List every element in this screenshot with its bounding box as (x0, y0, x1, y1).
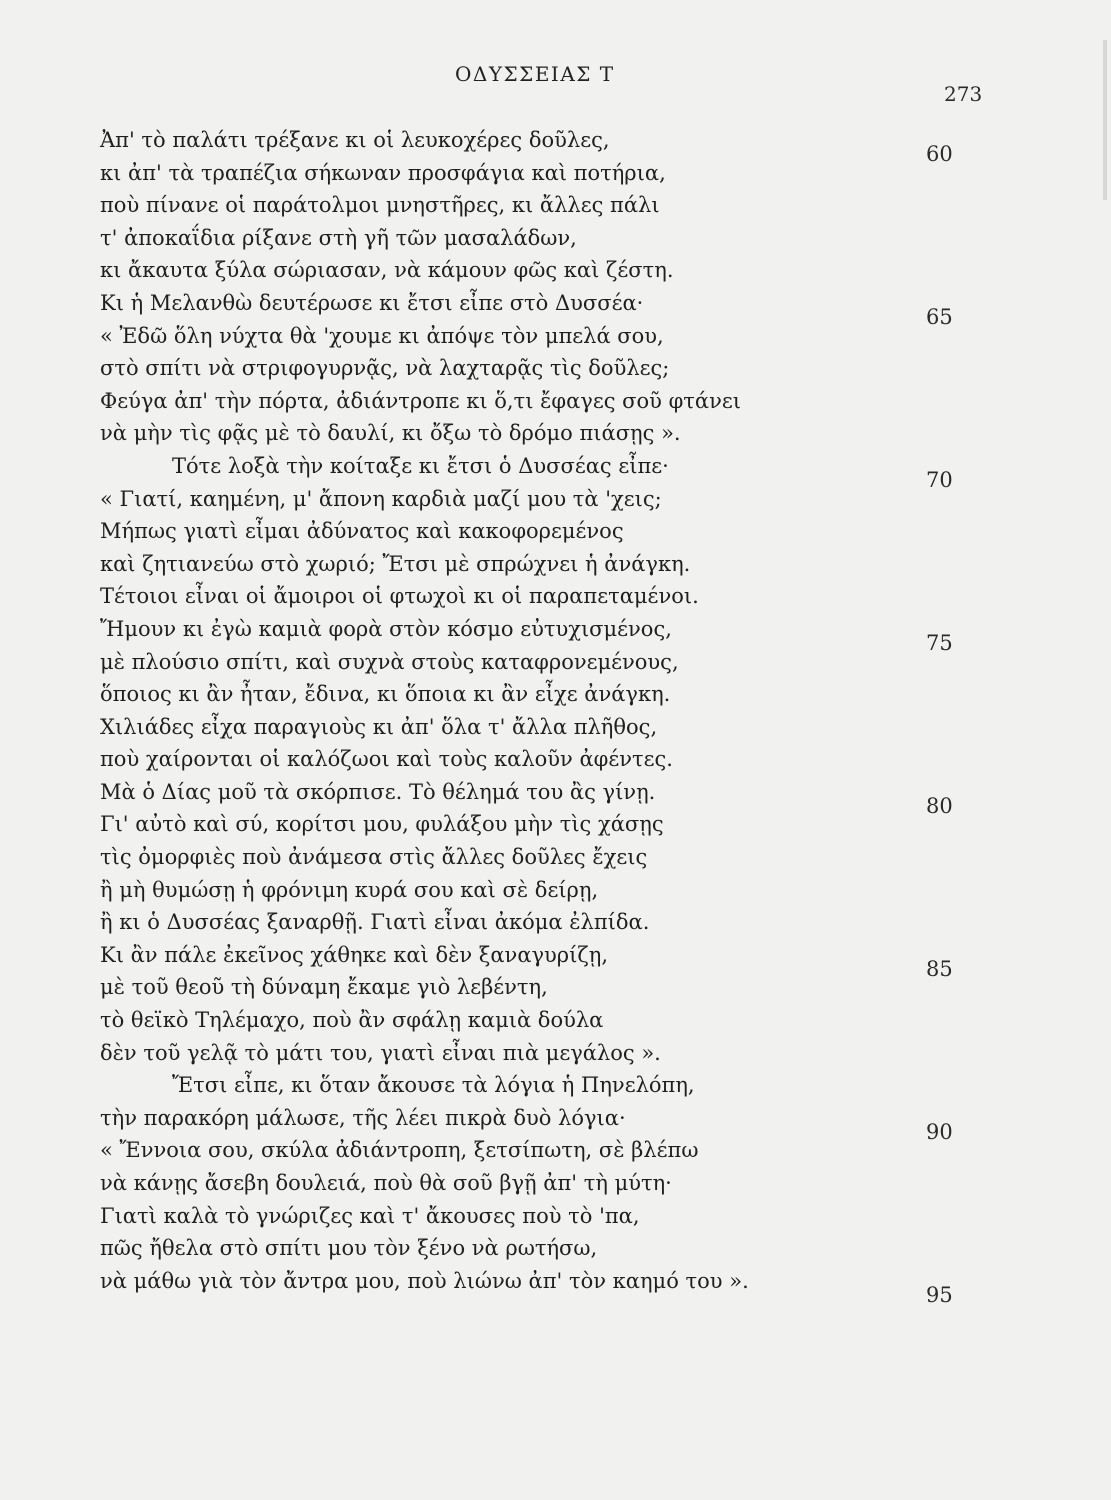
line-number: 80 (926, 793, 953, 818)
verse-text: Ἀπ' τὸ παλάτι τρέξανε κι οἱ λευκοχέρες δοῦλες, (100, 128, 610, 152)
verse-text: στὸ σπίτι νὰ στριφογυρνᾷς, νὰ λαχταρᾷς τὶς δοῦλες; (100, 356, 670, 381)
verse-text: τὴν παρακόρη μάλωσε, τῆς λέει πικρὰ δυὸ λόγια· (100, 1105, 626, 1130)
verse-line (100, 776, 1000, 818)
line-number: 90 (926, 1119, 953, 1144)
page-header (0, 62, 1111, 106)
verse-text: τὶς ὀμορφιὲς ποὺ ἀνάμεσα στὶς ἄλλες δοῦλες ἔχεις (100, 845, 648, 870)
line-number: 95 (926, 1282, 953, 1307)
verse-line (100, 1004, 1000, 1037)
verse-line (100, 1167, 1000, 1200)
verse-block (100, 124, 1000, 1307)
verse-line (100, 841, 1000, 874)
verse-line (100, 189, 1000, 222)
verse-text: ἢ μὴ θυμώσῃ ἡ φρόνιμη κυρά σου καὶ σὲ δείρῃ, (100, 877, 599, 902)
verse-text: Κι ἡ Μελανθὼ δευτέρωσε κι ἔτσι εἶπε στὸ Δυσσέα· (100, 290, 644, 315)
verse-text: τὸ θεϊκὸ Τηλέμαχο, ποὺ ἂν σφάλῃ καμιὰ δούλα (100, 1008, 604, 1033)
verse-line (100, 808, 1000, 841)
verse-text: Τέτοιοι εἶναι οἱ ἄμοιροι οἱ φτωχοὶ κι οἱ παραπεταμένοι. (100, 584, 699, 609)
verse-text: νὰ μὴν τὶς φᾷς μὲ τὸ δαυλί, κι ὄξω τὸ δρόμο πιάσῃς ». (100, 421, 681, 446)
line-number: 75 (926, 630, 953, 655)
verse-text: μὲ τοῦ θεοῦ τὴ δύναμη ἔκαμε γιὸ λεβέντη, (100, 975, 548, 1000)
verse-line (100, 320, 1000, 353)
verse-line (100, 548, 1000, 581)
verse-text: νὰ μάθω γιὰ τὸν ἄντρα μου, ποὺ λιώνω ἀπ' τὸν καημό του ». (100, 1268, 749, 1293)
verse-text: Χιλιάδες εἶχα παραγιοὺς κι ἀπ' ὅλα τ' ἄλλα πλῆθος, (100, 714, 658, 739)
verse-text: Φεύγα ἀπ' τὴν πόρτα, ἀδιάντροπε κι ὅ,τι ἔφαγες σοῦ φτάνει (100, 388, 741, 413)
verse-text: ποὺ πίνανε οἱ παράτολμοι μνηστῆρες, κι ἄλλες πάλι (100, 193, 660, 218)
verse-line (100, 1102, 1000, 1144)
verse-line (100, 1069, 1000, 1102)
verse-line (100, 385, 1000, 418)
verse-line (100, 157, 1000, 190)
verse-text: ἢ κι ὁ Δυσσέας ξαναρθῇ. Γιατὶ εἶναι ἀκόμα ἐλπίδα. (100, 910, 650, 935)
verse-line (100, 1134, 1000, 1167)
verse-text: Μήπως γιατὶ εἶμαι ἀδύνατος καὶ κακοφορεμένος (100, 519, 624, 544)
verse-text: τ' ἀποκαΐδια ρίξανε στὴ γῆ τῶν μασαλάδων, (100, 225, 577, 250)
verse-line (100, 515, 1000, 548)
verse-line (100, 124, 1000, 166)
verse-text: ποὺ χαίρονται οἱ καλόζωοι καὶ τοὺς καλοῦν ἀφέντες. (100, 747, 673, 772)
verse-line (100, 1265, 1000, 1307)
verse-text: ὅποιος κι ἂν ἦταν, ἔδινα, κι ὅποια κι ἂν εἶχε ἀνάγκη. (100, 682, 671, 707)
verse-text: « Ἔννοια σου, σκύλα ἀδιάντροπη, ξετσίπωτη, σὲ βλέπω (100, 1138, 699, 1163)
verse-text: πῶς ἤθελα στὸ σπίτι μου τὸν ξένο νὰ ρωτήσω, (100, 1236, 598, 1261)
verse-text: νὰ κάνῃς ἄσεβη δουλειά, ποὺ θὰ σοῦ βγῇ ἀπ' τὴ μύτη· (100, 1171, 672, 1195)
verse-line (100, 222, 1000, 255)
verse-text: κι ἄκαυτα ξύλα σώριασαν, νὰ κάμουν φῶς καὶ ζέστη. (100, 258, 674, 283)
line-number: 70 (926, 467, 953, 492)
verse-text: Κι ἂν πάλε ἐκεῖνος χάθηκε καὶ δὲν ξαναγυρίζῃ, (100, 942, 609, 967)
line-number: 85 (926, 956, 953, 981)
verse-text: Τότε λοξὰ τὴν κοίταξε κι ἔτσι ὁ Δυσσέας εἶπε· (172, 453, 669, 478)
verse-line (100, 711, 1000, 744)
verse-line (100, 417, 1000, 450)
verse-line (100, 580, 1000, 613)
verse-text: Μὰ ὁ Δίας μοῦ τὰ σκόρπισε. Τὸ θέλημά του ἂς γίνῃ. (100, 779, 656, 804)
line-number: 60 (926, 142, 953, 166)
verse-line (100, 450, 1000, 492)
verse-line (100, 1232, 1000, 1265)
verse-text: Ἤμουν κι ἐγὼ καμιὰ φορὰ στὸν κόσμο εὐτυχισμένος, (100, 616, 672, 641)
verse-line (100, 254, 1000, 287)
verse-text: κι ἀπ' τὰ τραπέζια σήκωναν προσφάγια καὶ ποτήρια, (100, 160, 666, 185)
verse-text: « Ἐδῶ ὅλη νύχτα θὰ 'χουμε κι ἀπόψε τὸν μπελά σου, (100, 323, 664, 348)
verse-line (100, 483, 1000, 516)
verse-text: καὶ ζητιανεύω στὸ χωριό; Ἔτσι μὲ σπρώχνει ἡ ἀνάγκη. (100, 551, 691, 576)
verse-line (100, 874, 1000, 907)
verse-line (100, 678, 1000, 711)
verse-line (100, 906, 1000, 939)
verse-line (100, 1037, 1000, 1070)
verse-text: « Γιατί, καημένη, μ' ἄπονη καρδιὰ μαζί μου τὰ 'χεις; (100, 486, 662, 511)
verse-text: Γιατὶ καλὰ τὸ γνώριζες καὶ τ' ἄκουσες ποὺ τὸ 'πα, (100, 1203, 640, 1228)
verse-text: μὲ πλούσιο σπίτι, καὶ συχνὰ στοὺς καταφρονεμένους, (100, 649, 679, 674)
page-number: 273 (944, 82, 983, 106)
verse-line (100, 287, 1000, 329)
verse-line (100, 939, 1000, 981)
verse-text: Γι' αὐτὸ καὶ σύ, κορίτσι μου, φυλάξου μὴν τὶς χάσῃς (100, 812, 664, 837)
running-title: ΟΔΥΣΣΕΙΑΣ Τ (455, 62, 615, 86)
verse-line (100, 613, 1000, 655)
verse-text: δὲν τοῦ γελᾷ τὸ μάτι του, γιατὶ εἶναι πιὰ μεγάλος ». (100, 1040, 661, 1065)
verse-text: Ἔτσι εἶπε, κι ὅταν ἄκουσε τὰ λόγια ἡ Πηνελόπη, (172, 1073, 695, 1098)
verse-line (100, 971, 1000, 1004)
verse-line (100, 646, 1000, 679)
verse-line (100, 743, 1000, 776)
line-number: 65 (926, 304, 953, 329)
verse-line (100, 1200, 1000, 1233)
verse-line (100, 352, 1000, 385)
